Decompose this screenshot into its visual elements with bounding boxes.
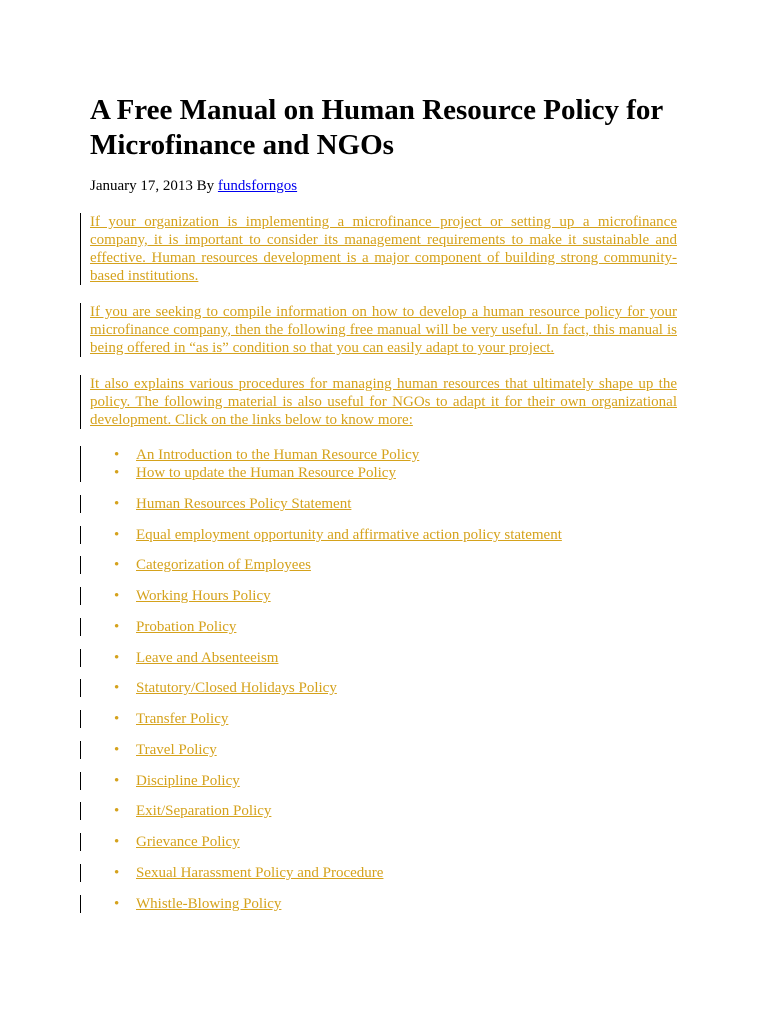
policy-link-label: Categorization of Employees (136, 557, 311, 573)
intro-paragraph-1 (80, 213, 677, 285)
paragraph-link[interactable]: If you are seeking to compile information on how to develop a human resource policy for your microfinance company, then the following free manual will be very useful. In fact, this manual is being offered in “as is” condition so that you can easily adapt to your project. (90, 304, 677, 356)
policy-link[interactable] (114, 773, 240, 789)
bullet-icon: • (114, 588, 120, 604)
policy-link[interactable] (114, 557, 311, 573)
policy-link[interactable] (114, 588, 271, 604)
list-item (80, 679, 714, 697)
policy-link-label: Probation Policy (136, 619, 237, 635)
policy-link[interactable] (114, 527, 562, 543)
policy-link-label: Discipline Policy (136, 773, 240, 789)
article-title: A Free Manual on Human Resource Policy for Microfinance and NGOs (90, 94, 663, 161)
policy-link-label: Travel Policy (136, 742, 217, 758)
policy-link-label: Statutory/Closed Holidays Policy (136, 680, 337, 696)
bullet-icon: • (114, 834, 120, 850)
bullet-icon: • (114, 680, 120, 696)
list-item (80, 895, 714, 913)
list-item (80, 556, 714, 574)
list-item (80, 833, 714, 851)
policy-link[interactable] (114, 496, 351, 512)
policy-link-label: Human Resources Policy Statement (136, 496, 352, 512)
policy-link[interactable] (114, 803, 271, 819)
bullet-icon: • (114, 557, 120, 573)
policy-link[interactable] (114, 742, 217, 758)
bullet-icon: • (114, 465, 120, 481)
policy-link-label: Sexual Harassment Policy and Procedure (136, 865, 384, 881)
paragraph-link[interactable]: If your organization is implementing a microfinance project or setting up a microfinance company, it is important to consider its management requirements to make it sustainable and effective. Human resources development is a major component of building strong community-based institutions. (90, 214, 677, 284)
policy-link-label: Equal employment opportunity and affirmative action policy statement (136, 527, 562, 543)
list-item (80, 495, 714, 513)
policy-link-label: Leave and Absenteeism (136, 650, 279, 666)
bullet-icon: • (114, 773, 120, 789)
intro-paragraph-2 (80, 303, 677, 357)
list-item (80, 741, 714, 759)
policy-link[interactable] (114, 680, 337, 696)
list-item (80, 772, 714, 790)
author-link[interactable]: fundsforngos (217, 178, 298, 194)
list-item (80, 618, 714, 636)
policy-link[interactable] (114, 650, 278, 666)
bullet-icon: • (114, 896, 120, 912)
paragraph-link[interactable]: It also explains various procedures for managing human resources that ultimately shape up the policy. The following material is also useful for NGOs to adapt it for their own organizational development. Click on the links below to know more: (90, 376, 677, 428)
bullet-icon: • (114, 865, 120, 881)
bullet-icon: • (114, 527, 120, 543)
list-item (80, 446, 714, 482)
policy-link[interactable] (114, 711, 228, 727)
bullet-icon: • (114, 447, 120, 463)
policy-link-label: Exit/Separation Policy (136, 803, 272, 819)
policy-link[interactable] (114, 834, 240, 850)
intro-paragraph-3 (80, 375, 677, 429)
policy-link[interactable] (114, 447, 419, 463)
policy-link-label: Whistle-Blowing Policy (136, 896, 282, 912)
bullet-icon: • (114, 803, 120, 819)
policy-link[interactable] (114, 465, 396, 481)
list-item (80, 864, 714, 882)
list-item (80, 587, 714, 605)
list-item (80, 649, 714, 667)
policy-link[interactable] (114, 896, 281, 912)
bullet-icon: • (114, 619, 120, 635)
byline-label: By (196, 178, 215, 194)
article-meta (90, 178, 297, 195)
policy-link-label: Transfer Policy (136, 711, 229, 727)
policy-link-label: An Introduction to the Human Resource Policy (136, 447, 420, 463)
list-item (80, 710, 714, 728)
bullet-icon: • (114, 742, 120, 758)
policy-link[interactable] (114, 865, 383, 881)
bullet-icon: • (114, 496, 120, 512)
bullet-icon: • (114, 711, 120, 727)
article-date: January 17, 2013 (90, 178, 193, 194)
policy-link-label: Working Hours Policy (136, 588, 271, 604)
policy-link[interactable] (114, 619, 236, 635)
list-item (80, 526, 714, 544)
list-item (80, 802, 714, 820)
bullet-icon: • (114, 650, 120, 666)
policy-link-label: How to update the Human Resource Policy (136, 465, 396, 481)
policy-link-label: Grievance Policy (136, 834, 240, 850)
